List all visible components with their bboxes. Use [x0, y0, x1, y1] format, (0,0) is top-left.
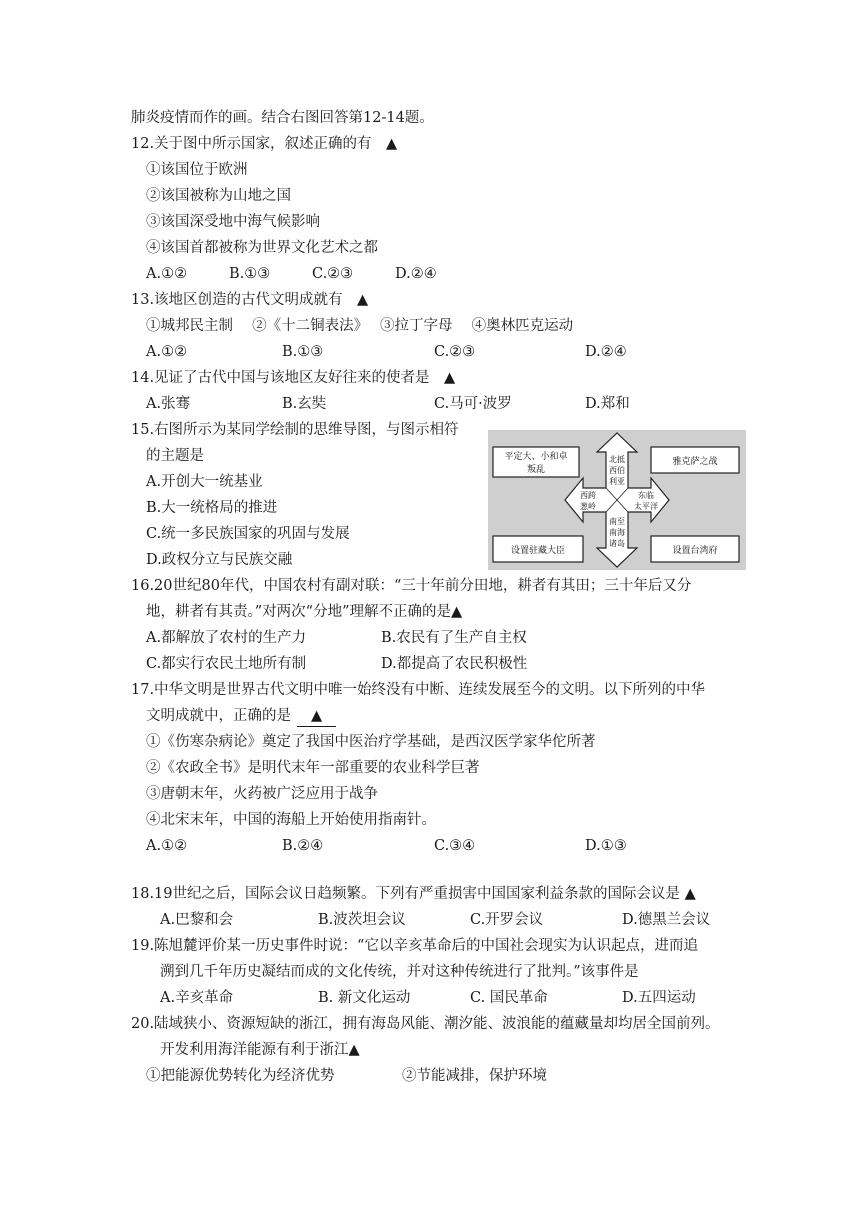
q13-option-b[interactable]: B.①③ [282, 344, 324, 360]
arrow-east-label-1: 东临 [638, 491, 654, 500]
q13-option-c[interactable]: C.②③ [434, 344, 476, 360]
q19-option-c[interactable]: C. 国民革命 [470, 990, 548, 1006]
q12-item-2: ②该国被称为山地之国 [146, 188, 291, 204]
q19-option-d[interactable]: D.五四运动 [622, 990, 696, 1006]
q19-option-b[interactable]: B. 新文化运动 [318, 990, 411, 1006]
arrow-south-label-2: 南海 [609, 528, 625, 537]
q15-option-c[interactable]: C.统一多民族国家的巩固与发展 [146, 526, 350, 542]
arrow-east-label-2: 太平洋 [634, 502, 658, 511]
q15-stem-line2: 的主题是 [146, 448, 204, 464]
arrow-north-label-2: 西伯 [609, 466, 625, 475]
q14-stem: 14.见证了古代中国与该地区友好往来的使者是 ▲ [131, 370, 456, 386]
q17-option-a[interactable]: A.①② [146, 838, 188, 854]
q15-option-d[interactable]: D.政权分立与民族交融 [146, 552, 293, 568]
q12-option-b[interactable]: B.①③ [229, 266, 271, 282]
arrow-south-label-1: 南至 [609, 517, 625, 526]
box-bottom-right-label: 设置台湾府 [672, 546, 718, 556]
q16-stem-line2: 地，耕者有其责。”对两次“分地”理解不正确的是▲ [146, 604, 463, 620]
q17-stem-line2 [146, 706, 336, 727]
q18-option-c[interactable]: C.开罗会议 [470, 912, 544, 928]
q16-option-a[interactable]: A.都解放了农村的生产力 [146, 630, 307, 646]
q12-option-a[interactable]: A.①② [146, 266, 188, 282]
q12-item-3: ③该国深受地中海气候影响 [146, 214, 320, 230]
q17-option-c[interactable]: C.③④ [434, 838, 476, 854]
q12-option-c[interactable]: C.②③ [312, 266, 354, 282]
q19-stem-line1: 19.陈旭麓评价某一历史事件时说：“它以辛亥革命后的中国社会现实为认识起点，进而追 [131, 938, 698, 954]
q15-option-b[interactable]: B.大一统格局的推进 [146, 500, 278, 516]
q13-items: ①城邦民主制 ②《十二铜表法》 ③拉丁字母 ④奥林匹克运动 [146, 318, 574, 334]
arrow-west-label-2: 葱岭 [580, 502, 596, 511]
q18-option-a[interactable]: A.巴黎和会 [160, 912, 234, 928]
q17-item-4: ④北宋末年，中国的海船上开始使用指南针。 [146, 812, 436, 828]
arrow-south-label-3: 诸岛 [609, 539, 625, 548]
q17-stem-line1: 17.中华文明是世界古代文明中唯一始终没有中断、连续发展至今的文明。以下所列的中华 [131, 682, 706, 698]
arrow-west-label-1: 西跨 [580, 491, 596, 500]
q14-option-a[interactable]: A.张骞 [146, 396, 191, 412]
q16-option-d[interactable]: D.都提高了农民积极性 [381, 656, 528, 672]
q15-stem-line1: 15.右图所示为某同学绘制的思维导图，与图示相符 [131, 422, 459, 438]
q18-option-b[interactable]: B.波茨坦会议 [318, 912, 406, 928]
intro-text: 肺炎疫情而作的画。结合右图回答第12-14题。 [131, 110, 434, 126]
q12-item-1: ①该国位于欧洲 [146, 162, 248, 178]
box-top-right-label: 雅克萨之战 [672, 457, 718, 467]
q17-item-2: ②《农政全书》是明代末年一部重要的农业科学巨著 [146, 760, 480, 776]
q18-stem: 18.19世纪之后，国际会议日趋频繁。下列有严重损害中国国家利益条款的国际会议是 ▲ [131, 886, 696, 902]
q12-option-d[interactable]: D.②④ [395, 266, 437, 282]
q17-item-1: ①《伤寒杂病论》奠定了我国中医治疗学基础，是西汉医学家华佗所著 [146, 734, 596, 750]
q14-option-d[interactable]: D.郑和 [585, 396, 630, 412]
q17-answer-blank[interactable]: ▲ [297, 706, 336, 727]
q20-item-2: ②节能减排，保护环境 [402, 1068, 547, 1084]
box-top-left-label-1: 平定大、小和卓 [504, 452, 568, 462]
q17-option-b[interactable]: B.②④ [282, 838, 324, 854]
box-bottom-left-label: 设置驻藏大臣 [510, 546, 566, 556]
arrow-north-label-1: 北抵 [609, 455, 625, 464]
q15-option-a[interactable]: A.开创大一统基业 [146, 474, 263, 490]
q13-stem: 13.该地区创造的古代文明成就有 ▲ [131, 292, 369, 308]
q13-option-a[interactable]: A.①② [146, 344, 188, 360]
q16-option-b[interactable]: B.农民有了生产自主权 [381, 630, 527, 646]
q17-item-3: ③唐朝末年，火药被广泛应用于战争 [146, 786, 378, 802]
q18-option-d[interactable]: D.德黑兰会议 [622, 912, 711, 928]
q20-stem-line1: 20.陆域狭小、资源短缺的浙江，拥有海岛风能、潮汐能、波浪能的蕴藏量却均居全国前列。 [131, 1016, 720, 1032]
q19-stem-line2: 溯到几千年历史凝结而成的文化传统，并对这种传统进行了批判。”该事件是 [160, 964, 639, 980]
q12-item-4: ④该国首都被称为世界文化艺术之都 [146, 240, 378, 256]
q20-item-1: ①把能源优势转化为经济优势 [146, 1068, 335, 1084]
q14-option-b[interactable]: B.玄奘 [282, 396, 327, 412]
mind-map-diagram [488, 430, 746, 570]
q20-stem-line2: 开发利用海洋能源有利于浙江▲ [160, 1042, 360, 1058]
q19-option-a[interactable]: A.辛亥革命 [160, 990, 234, 1006]
box-top-left-label-2: 叛乱 [526, 465, 546, 475]
q16-option-c[interactable]: C.都实行农民土地所有制 [146, 656, 307, 672]
q14-option-c[interactable]: C.马可·波罗 [434, 396, 512, 412]
q13-option-d[interactable]: D.②④ [585, 344, 627, 360]
q16-stem-line1: 16.20世纪80年代，中国农村有副对联：“三十年前分田地，耕者有其田；三十年后又分 [131, 578, 692, 594]
q12-stem: 12.关于图中所示国家，叙述正确的有 ▲ [131, 136, 398, 152]
q17-option-d[interactable]: D.①③ [585, 838, 627, 854]
q17-stem-text: 文明成就中，正确的是 [146, 708, 291, 724]
arrow-north-label-3: 利亚 [609, 477, 625, 486]
